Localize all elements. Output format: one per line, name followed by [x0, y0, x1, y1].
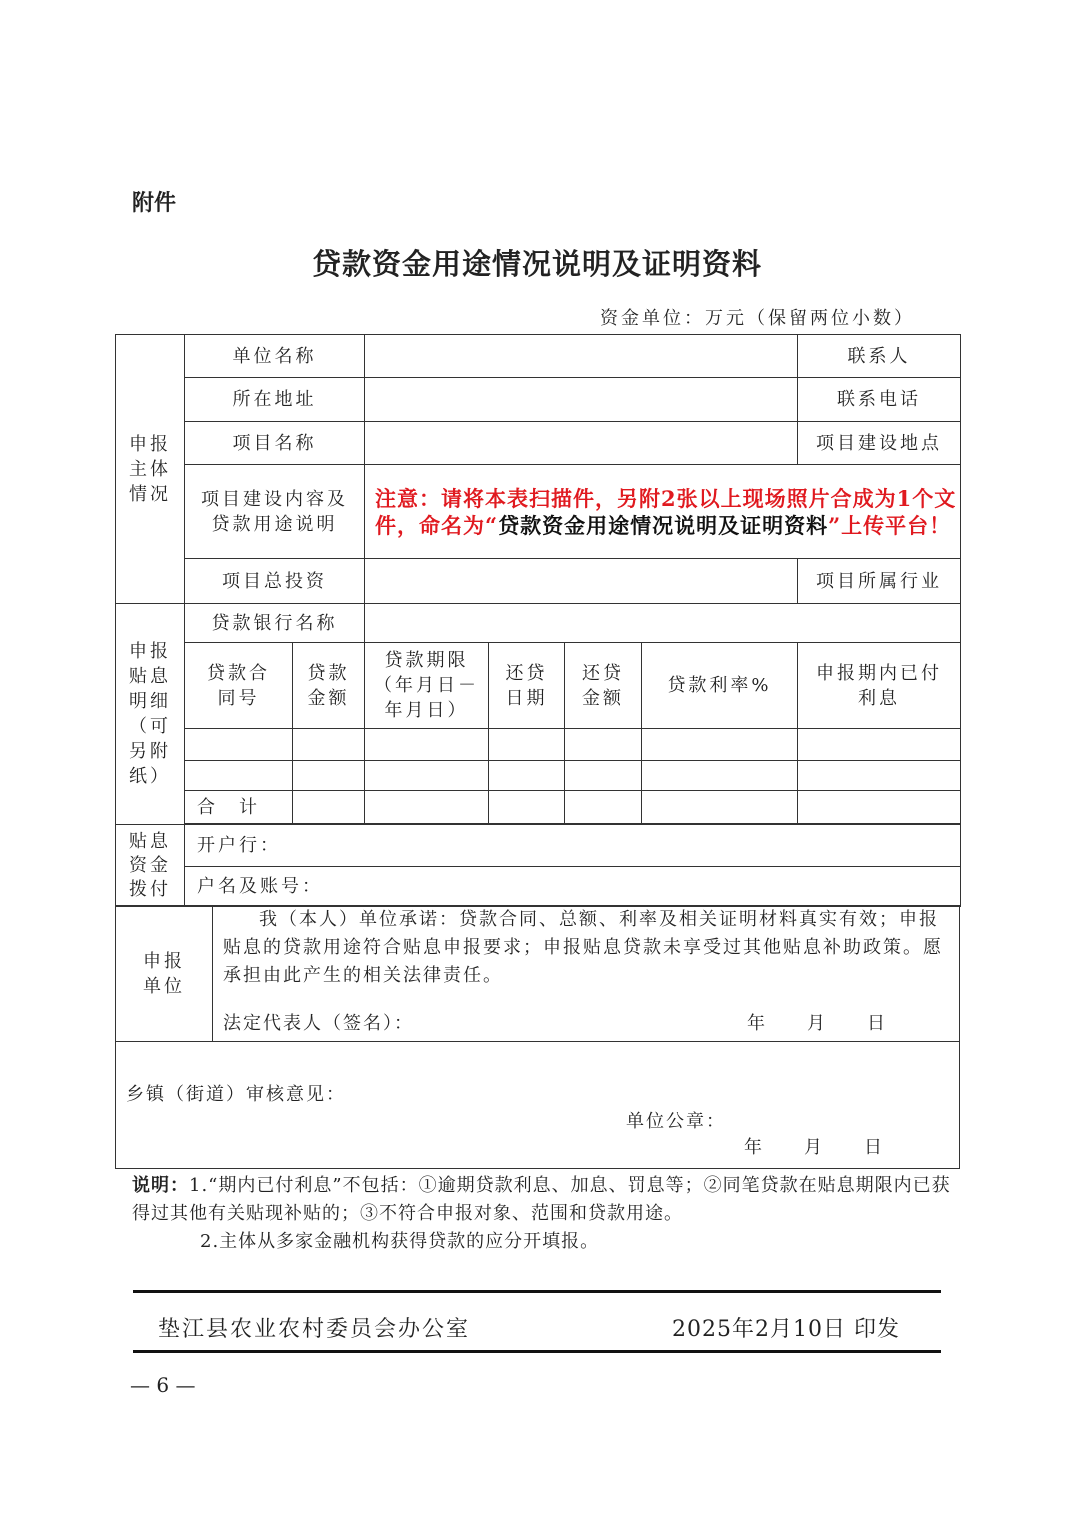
cell[interactable]	[565, 791, 642, 824]
divider	[133, 1350, 941, 1353]
cell[interactable]	[365, 791, 489, 824]
cell[interactable]	[642, 729, 798, 761]
review-table	[115, 1041, 960, 1169]
review-label[interactable]: 乡镇（街道）审核意见：	[126, 1084, 346, 1105]
notes-label: 说明：	[132, 1175, 189, 1196]
cell[interactable]	[798, 761, 961, 791]
signature-label: 法定代表人（签名）：	[223, 1013, 414, 1034]
issuing-org: 垫江县农业农村委员会办公室	[158, 1317, 471, 1342]
project-name-label: 项目名称	[185, 422, 365, 465]
header-contract-no: 贷款合同号	[185, 643, 293, 729]
document-title: 贷款资金用途情况说明及证明资料	[311, 247, 762, 281]
divider	[133, 1290, 941, 1293]
cell[interactable]	[642, 761, 798, 791]
contact-label: 联系人	[798, 335, 961, 378]
cell[interactable]	[489, 761, 565, 791]
project-site-label: 项目建设地点	[798, 422, 961, 465]
application-form-table	[115, 334, 961, 907]
unit-name-label: 单位名称	[185, 335, 365, 378]
total-row	[116, 791, 961, 824]
signature-date: 年 月 日	[747, 1013, 887, 1034]
cell[interactable]	[293, 791, 365, 824]
header-rate: 贷款利率%	[642, 643, 798, 729]
industry-label: 项目所属行业	[798, 559, 961, 604]
unit-name-field[interactable]	[365, 335, 798, 378]
header-repay-date: 还贷日期	[489, 643, 565, 729]
cell[interactable]	[565, 761, 642, 791]
upload-notice: 注意：请将本表扫描件，另附2张以上现场照片合成为1个文件，命名为“贷款资金用途情况说明及证明资料”上传平台！	[365, 465, 961, 559]
seal-label: 单位公章：	[626, 1111, 726, 1132]
cell[interactable]	[489, 729, 565, 761]
header-repay-amount: 还贷金额	[565, 643, 642, 729]
account-field[interactable]: 户名及账号：	[185, 867, 961, 907]
cell[interactable]	[185, 729, 293, 761]
review-date: 年 月 日	[744, 1137, 884, 1158]
pledge-table	[115, 905, 960, 1042]
cell[interactable]	[185, 761, 293, 791]
issue-date: 2025年2月10日 印发	[672, 1317, 900, 1342]
attachment-label: 附件	[132, 191, 177, 216]
bank-name-field[interactable]	[365, 604, 961, 643]
cell[interactable]	[293, 761, 365, 791]
table-row	[116, 761, 961, 791]
cell[interactable]	[798, 729, 961, 761]
cell[interactable]	[293, 729, 365, 761]
total-invest-field[interactable]	[365, 559, 798, 604]
address-label: 所在地址	[185, 378, 365, 422]
phone-label: 联系电话	[798, 378, 961, 422]
section-interest-label: 申报贴息明细（可另附纸）	[116, 604, 185, 825]
content-label: 项目建设内容及贷款用途说明	[185, 465, 365, 559]
address-field[interactable]	[365, 378, 798, 422]
cell[interactable]	[798, 791, 961, 824]
header-amount: 贷款金额	[293, 643, 365, 729]
section-applicant-label: 申报主体情况	[116, 335, 185, 604]
page-number: — 6 —	[130, 1373, 196, 1397]
bank-field[interactable]: 开户行：	[185, 825, 961, 867]
cell[interactable]	[365, 729, 489, 761]
header-term: 贷款期限（年月日－年月日）	[365, 643, 489, 729]
note-2: 2.主体从多家金融机构获得贷款的应分开填报。	[200, 1231, 600, 1252]
project-name-field[interactable]	[365, 422, 798, 465]
total-label: 合 计	[185, 791, 293, 824]
notes	[132, 1172, 952, 1256]
unit-note: 资金单位：万元（保留两位小数）	[600, 308, 915, 329]
cell[interactable]	[642, 791, 798, 824]
note-1: 1.“期内已付利息”不包括：①逾期贷款利息、加息、罚息等；②同笔贷款在贴息期限内已获得过其他有关贴现补贴的；③不符合申报对象、范围和贷款用途。	[132, 1175, 951, 1224]
bank-name-label: 贷款银行名称	[185, 604, 365, 643]
cell[interactable]	[365, 761, 489, 791]
section-unit-label: 申报单位	[116, 906, 213, 1042]
table-row	[116, 729, 961, 761]
cell[interactable]	[565, 729, 642, 761]
section-disburse-label: 贴息资金拨付	[116, 825, 185, 907]
header-paid-interest: 申报期内已付利息	[798, 643, 961, 729]
total-invest-label: 项目总投资	[185, 559, 365, 604]
cell[interactable]	[489, 791, 565, 824]
pledge-text: 我（本人）单位承诺：贷款合同、总额、利率及相关证明材料真实有效；申报贴息的贷款用途符合贴息申报要求；申报贴息贷款未享受过其他贴息补助政策。愿承担由此产生的相关法律责任。	[223, 909, 943, 986]
